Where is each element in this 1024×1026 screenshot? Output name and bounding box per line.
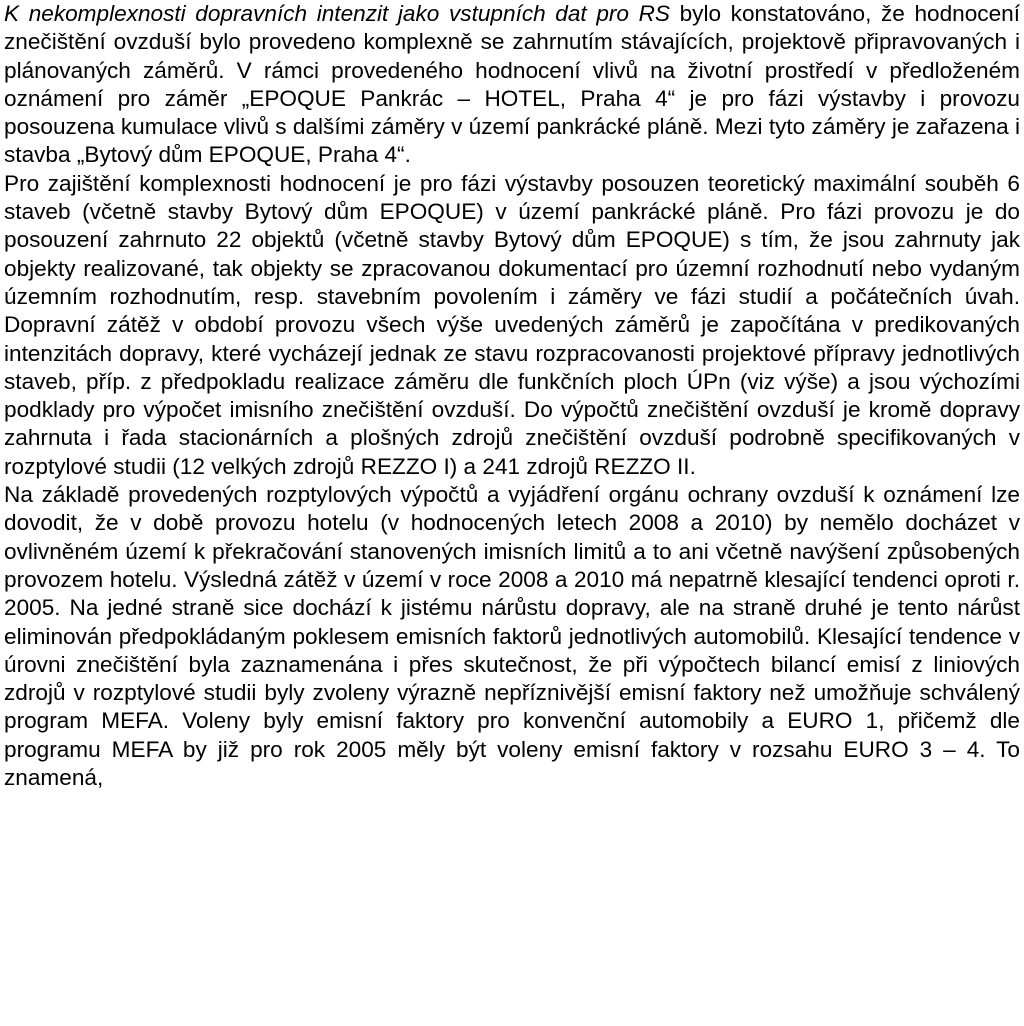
paragraph-3 xyxy=(4,481,1020,792)
italic-intro: K nekomplexnosti dopravních intenzit jako vstupních dat pro RS xyxy=(4,1,670,26)
paragraph-text: bylo konstatováno, že hodnocení znečištění ovzduší bylo provedeno komplexně se zahrnutím stávajících, projektově připravovaných i plánovaných záměrů. V rámci provedeného hodnocení vlivů na životní prostředí v předloženém oznámení pro záměr „EPOQUE Pankrác – HOTEL, Praha 4“ je pro fázi výstavby i provozu posouzena kumulace vlivů s dalšími záměry v území pankrácké pláně. Mezi tyto záměry je zařazena i stavba „Bytový dům EPOQUE, Praha 4“. xyxy=(4,1,1020,168)
document-page xyxy=(4,0,1020,792)
paragraph-1 xyxy=(4,0,1020,170)
paragraph-text: Pro zajištění komplexnosti hodnocení je pro fázi výstavby posouzen teoretický maximální souběh 6 staveb (včetně stavby Bytový dům EPOQUE) v území pankrácké pláně. Pro fázi provozu je do posouzení zahrnuto 22 objektů (včetně stavby Bytový dům EPOQUE) s tím, že jsou zahrnuty jak objekty realizované, tak objekty se zpracovanou dokumentací pro územní rozhodnutí nebo vydaným územním rozhodnutím, resp. stavebním povolením i záměry ve fázi studií a počátečních úvah. Dopravní zátěž v období provozu všech výše uvedených záměrů je započítána v predikovaných intenzitách dopravy, které vycházejí jednak ze stavu rozpracovanosti projektové přípravy jednotlivých staveb, příp. z předpokladu realizace záměru dle funkčních ploch ÚPn (viz výše) a jsou výchozími podklady pro výpočet imisního znečištění ovzduší. Do výpočtů znečištění ovzduší je kromě dopravy zahrnuta i řada stacionárních a plošných zdrojů znečištění ovzduší podrobně specifikovaných v rozptylové studii (12 velkých zdrojů REZZO I) a 241 zdrojů REZZO II. xyxy=(4,170,1020,479)
paragraph-text: Na základě provedených rozptylových výpočtů a vyjádření orgánu ochrany ovzduší k oznámení lze dovodit, že v době provozu hotelu (v hodnocených letech 2008 a 2010) by nemělo docházet v ovlivněném území k překračování stanovených imisních limitů a to ani včetně navýšení způsobených provozem hotelu. Výsledná zátěž v území v roce 2008 a 2010 má nepatrně klesající tendenci oproti r. 2005. Na jedné straně sice dochází k jistému nárůstu dopravy, ale na straně druhé je tento nárůst eliminován předpokládaným poklesem emisních faktorů jednotlivých automobilů. Klesající tendence v úrovni znečištění byla zaznamenána i přes skutečnost, že při výpočtech bilancí emisí z liniových zdrojů v rozptylové studii byly zvoleny výrazně nepříznivější emisní faktory než umožňuje schválený program MEFA. Voleny byly emisní faktory pro konvenční automobily a EURO 1, přičemž dle programu MEFA by již pro rok 2005 měly být voleny emisní faktory v rozsahu EURO 3 – 4. To znamená, xyxy=(4,482,1020,791)
paragraph-2 xyxy=(4,170,1020,481)
